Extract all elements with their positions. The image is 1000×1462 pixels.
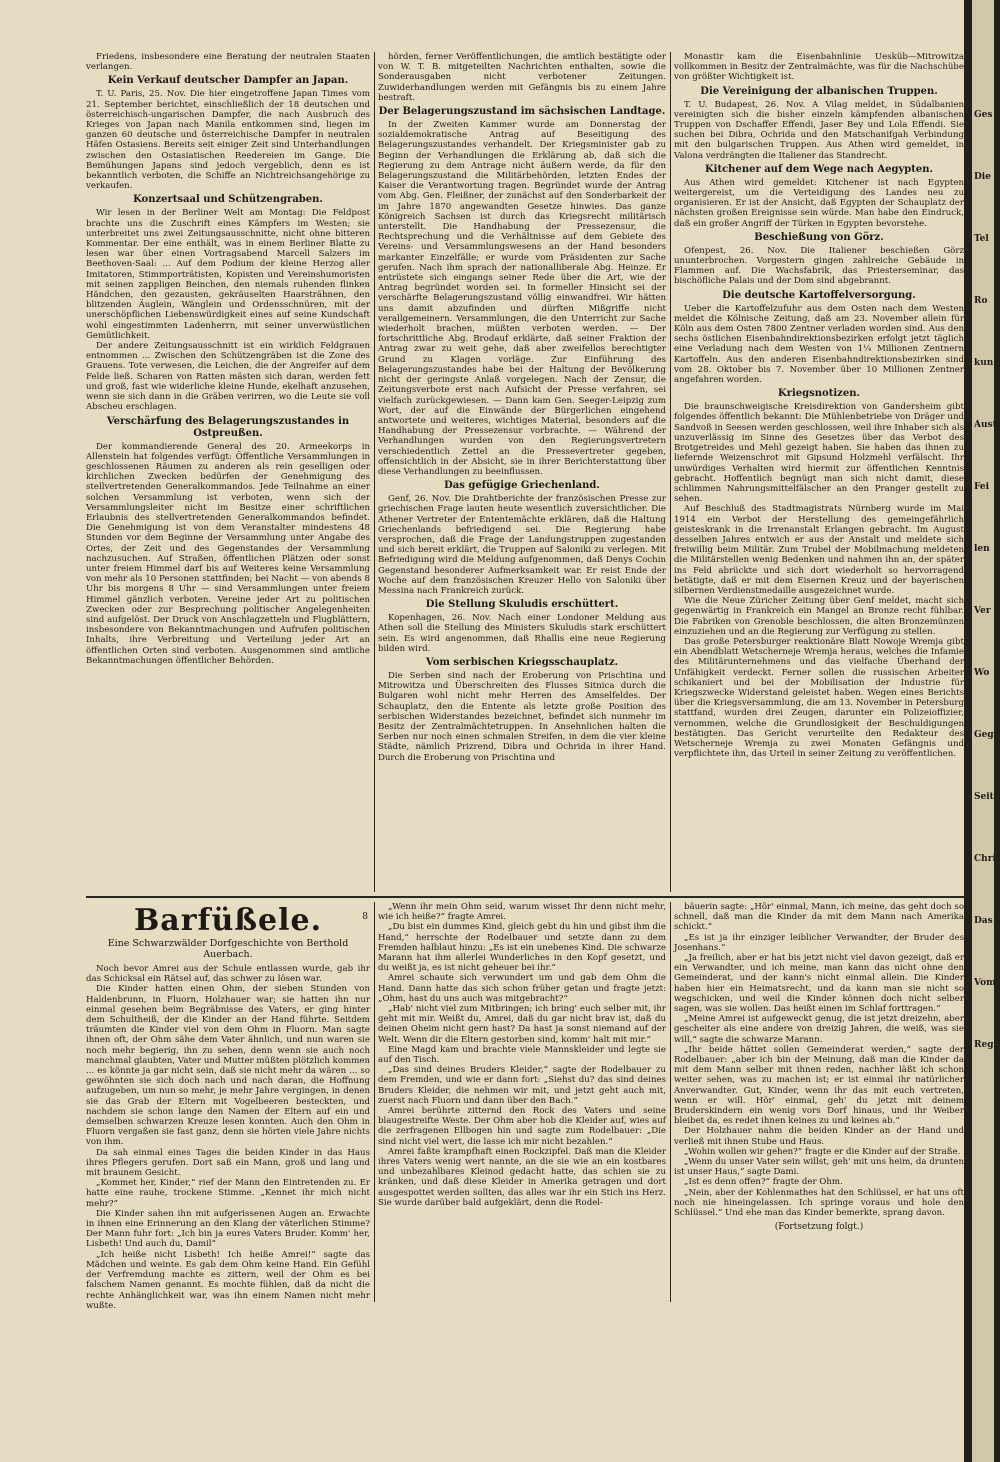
story-column-3 [674,902,964,1302]
column-rule [670,902,671,1302]
adjacent-page-fragment: len [974,544,990,554]
article-paragraph: Monastir kam die Eisenbahnlinie Uesküb—Mitrowitza vollkommen in Besitz der Zentralmächte, was für die Nachschübe von größter Wichtigkeit ist. [674,52,964,83]
adjacent-page-edge [972,0,997,1462]
adjacent-page-fragment: Chri [974,854,996,864]
article-headline: Kitchener auf dem Wege nach Aegypten. [704,163,934,175]
article-paragraph: Die Serben sind nach der Eroberung von Prischtina und Mitrowitza und Überschreiten des Flusses Sitnica durch die Bulgaren wohl nicht mehr Herren des Amselfeldes. Der Schauplatz, den die Entente als letzte große Position des serbischen Widerstandes bezeichnet, befindet sich nunmehr im Besitz der Zentralmächtetruppen. In Ansehnlichen halten die Serben nur noch einen schmalen Streifen, in dem die vier kleine Städte, nämlich Prizrend, Dibra und Ochrida in ihrer Hand. Durch die Eroberung von Prischtina und [378,670,666,763]
article-headline: Die Stellung Skuludis erschüttert. [425,599,619,611]
article-headline: Der Belagerungszustand im sächsischen Landtage. [378,106,666,118]
adjacent-page-fragment: Geg [974,730,994,740]
adjacent-page-fragment: Tel [974,234,989,244]
article-headline: Das gefügige Griechenland. [444,480,600,492]
article-paragraph: „Ich heiße nicht Lisbeth! Ich heiße Amrei!“ sagte das Mädchen und weinte. Es gab dem Ohm keine Hand. Ein Gefühl der Verfremdung machte es zittern, weil der Ohm es bei falschem Namen genannt. Es mochte fühlen, daß da nicht die rechte Anhänglichkeit war, was ihn einem Namen nicht mehr wußte. [86,1249,370,1311]
article-paragraph: „Meine Amrei ist aufgeweckt genug, die ist jetzt dreizehn, aber gescheiter als eine andere von dreizig Jahren, die weiß, was sie will,“ sagte die schwarze Marann. [674,1014,964,1045]
column-rule [374,52,375,892]
article-paragraph: Kopenhagen, 26. Nov. Nach einer Londoner Meldung aus Athen soll die Stellung des Ministers Skuludis stark erschüttert sein. Es wird angenommen, daß Rhallis eine neue Regierung bilden wird. [378,613,666,654]
article-paragraph: „Wenn du unser Vater sein willst, geh' mit uns heim, da drunten ist unser Haus,“ sagte Dami. [674,1157,964,1178]
article-paragraph: bäuerin sagte: „Hör' einmal, Mann, ich meine, das geht doch so schnell, daß man die Kinder da mit dem Mann nach Amerika schickt.“ [674,902,964,933]
adjacent-page-fragment: Das [974,916,993,926]
article-paragraph: Noch bevor Amrei aus der Schule entlassen wurde, gab ihr das Schicksal ein Rätsel auf, das schwer zu lösen war. [86,964,370,985]
article-paragraph: Der kommandierende General des 20. Armeekorps in Allenstein hat folgendes verfügt: Öffentliche Versammlungen in geschlossenen Räumen zu anderen als rein geselligen oder kirchlichen Zwecken bedürfen der Genehmigung des stellvertretenden Generalkommandos. Jede Teilnahme an einer solchen Versammlung ist verboten, wenn sich der Versammlungsleiter nicht im Besitze einer schriftlichen Erlaubnis des stellvertretenden Generalkommandos befindet. Die Genehmigung ist von dem Veranstalter mindestens 48 Stunden vor dem Beginne der Versammlung unter Angabe des Ortes, der Zeit und des Gegenstandes der Versammlung nachzusuchen. Auf Straßen, öffentlichen Plätzen oder sonst unter freiem Himmel darf bis auf Weiteres keine Versammlung von mehr als 10 Personen stattfinden; bei Nacht — von abends 8 Uhr bis morgens 8 Uhr — sind Versammlungen unter freiem Himmel gänzlich verboten. Vereine jeder Art zu politischen Zwecken oder zur Besprechung politischer Angelegenheiten sind aufgelöst. Der Druck von Anschlagzetteln und Flugblättern, insbesondere von Bekanntmachungen und Aufrufen politischen Inhalts, ihre Verbreitung und Verteilung jeder Art an öffentlichen Orten sind verboten. Ausgenommen sind amtliche Bekanntmachungen öffentlicher Behörden. [86,441,370,666]
article-paragraph: Die Kinder hatten einen Ohm, der sieben Stunden von Haldenbrunn, in Fluorn, Holzhauer war; sie hatten ihn nur einmal gesehen beim Begräbnisse des Vaters, er ging hinter dem Schultheiß, der die Kinder an der Hand führte. Seitdem träumten die Kinder viel von dem Ohm in Fluorn. Man sagte ihnen oft, der Ohm sähe dem Vater ähnlich, und nun waren sie noch mehr begierig, ihn zu sehen, denn wenn sie auch noch manchmal glaubten, Vater und Mutter müßten plötzlich kommen ... es könnte ja gar nicht sein, daß sie nicht mehr da wären ... so gewöhnten sie sich doch nach und nach daran, die Hoffnung aufzugeben, um nun so mehr, je mehr Jahre vergingen, in denen sie das Grab der Eltern mit Vogelbeeren besteckten, und nachdem sie schon lange den Namen der Eltern auf ein und demselben schwarzen Kreuze lesen konnten. Auch den Ohm in Fluorn vergaßen sie fast ganz, denn sie hörten viele Jahre nichts von ihm. [86,984,370,1148]
article-paragraph: Genf, 26. Nov. Die Drahtberichte der französischen Presse zur griechischen Frage lauten heute wesentlich zuversichtlicher. Die Athener Vertreter der Ententemächte erklären, daß die Haltung Griechenlands befriedigend sei. Die Regierung habe versprochen, daß die Frage der Landungstruppen zugestanden und sich bereit erklärt, die Truppen auf Saloniki zu verlegen. Mit Befriedigung wird die Meldung aufgenommen, daß Denys Cochin Gegenstand besonderer Aufmerksamkeit war. Er reist Ende der Woche auf dem französischen Kreuzer Hello von Saloniki über Messina nach Frankreich zurück. [378,494,666,596]
upper-column-2 [378,52,666,892]
article-headline: Verschärfung des Belagerungszustandes in Ostpreußen. [106,415,350,439]
article-paragraph: Ueber die Kartoffelzufuhr aus dem Osten nach dem Westen meldet die Kölnische Zeitung, daß am 23. November allein für Köln aus dem Osten 7800 Zentner verladen worden sind. Aus den sechs östlichen Eisenbahndirektionsbezirken erfolgt jetzt täglich eine Verladung nach dem Westen von 1¼ Millionen Zentnern Kartoffeln. Aus den anderen Eisenbahndirektionsbezirken sind vom 28. Oktober bis 7. November über 10 Millionen Zentner angefahren worden. [674,303,964,386]
adjacent-page-fragment: Vom [974,978,996,988]
adjacent-page-fragment: Fei [974,482,990,492]
article-paragraph: Der Holzhauer nahm die beiden Kinder an der Hand und verließ mit ihnen Stube und Haus. [674,1126,964,1147]
article-paragraph: Amrei faßte krampfhaft einen Rockzipfel. Daß man die Kleider ihres Vaters wenig wert nannte, an die sie wie an ein kostbares und unbezahlbares Kleinod gedacht hatte, das schien sie zu kränken, und daß diese Kleider in Amerika getragen und dort ausgespottet werden sollten, das alles war ihr ein Stich ins Herz. Sie wurde darüber bald aufgeklärt, denn die Rodel- [378,1146,666,1208]
adjacent-page-fragment: Die [974,172,991,182]
story-column-1 [86,902,370,1311]
article-paragraph: „Hab' nicht viel zum Mitbringen; ich bring' euch selber mit, ihr geht mit mir. Weißt du, Amrei, daß du gar nicht brav ist, daß du deinen Oheim nicht gern hast? Da hast ja sonst niemand auf der Welt. Wenn dir die Eltern gestorben sind, komm' halt mit mir.“ [378,1004,666,1045]
article-paragraph: „Ja freilich, aber er hat bis jetzt nicht viel davon gezeigt, daß er ein Verwandter, und ich meine, man kann das nicht ohne den Gemeinderat, und der kann's nicht einmal allein. Die Kinder haben hier ein Heimatsrecht, und da kann man sie nicht so wegschicken, und weil die Kinder können doch nicht selber sagen, was sie wollen. Das heißt einen im Schlaf forttragen.“ [674,953,964,1015]
article-paragraph: „Wohin wollen wir gehen?“ fragte er die Kinder auf der Straße. [684,1146,961,1157]
adjacent-page-fragment: Reg [974,1040,994,1050]
article-headline: Vom serbischen Kriegsschauplatz. [425,656,619,668]
column-rule [374,902,375,1302]
article-headline: Die Vereinigung der albanischen Truppen. [700,85,938,97]
continuation-note: (Fortsetzung folgt.) [774,1222,864,1233]
article-paragraph: Die braunschweigische Kreisdirektion von Gandersheim gibt folgendes öffentlich bekannt: Die Mühlenbetriebe von Dräger und Sandvoß in Seesen werden geschlossen, weil ihre Inhaber sich als unzuverlässig im Sinne des Gesetzes über das Verbot des Brotgetreides und Mehl gezeigt haben. Sie haben das ihnen zu liefernde Weizenschrot mit Gipsund Holzmehl verfälscht. Ihr unwürdiges Verhalten wird hiermit zur öffentlichen Kenntnis gebracht. Hoffentlich begnügt man sich nicht damit, diese schlimmen Nahrungsmittelfälscher an den Pranger gestellt zu sehen. [674,402,964,505]
article-paragraph: „Es ist ja ihr einziger leiblicher Verwandter, der Bruder des Josenhans.“ [674,932,964,953]
article-paragraph: T. U. Paris, 25. Nov. Die hier eingetroffene Japan Times vom 21. September berichtet, einschließlich der 18 deutschen und österreichisch-ungarischen Dampfer, die nach Ausbruch des Krieges von Japan nach Manila entkommen sind, liegen im ganzen 60 deutsche und österreichische Dampfer in neutralen Häfen Ostasiens. Bereits seit einiger Zeit sind Unterhandlungen zwischen den Ostasiatischen Reedereien im Gange. Die Bemühungen Japans sind jedoch vergeblich, denn es ist bekanntlich verboten, die Schiffe an Nichtreichsangehörige zu verkaufen. [86,89,370,192]
article-paragraph: Amrei berührte zitternd den Rock des Vaters und seine blaugestreifte Weste. Der Ohm aber hob die Kleider auf, wies auf die zerfragenen Ellbogen hin und sagte zum Rodelbauer: „Die sind nicht viel wert, die lasse ich mir nicht bezahlen.“ [378,1106,666,1147]
adjacent-page-fragment: Ro [974,296,988,306]
article-paragraph: Amrei schaute sich verwundert um und gab dem Ohm die Hand. Dann hatte das sich schon früher getan und fragte jetzt: „Ohm, hast du uns auch was mitgebracht?“ [378,973,666,1004]
article-paragraph: Wir lesen in der Berliner Welt am Montag: Die Feldpost brachte uns die Zuschrift eines Kämpfers im Westen; sie unterbreitet uns zwei Zeitungsausschnitte, nicht ohne bitteren Kommentar. Der eine enthält, was in einem Berliner Blatte zu lesen war über einen Vortragsabend Marcell Salzers im Beethoven-Saal: ... Auf dem Podium der kleine Herzog aller Imitatoren, Stimmporträtisten, Kopisten und Vereinshumoristen mit seinen zappligen Beinchen, den niemals ruhenden flinken Händchen, den gezausten, gekräuselten Haarsträhnen, den blitzenden Äuglein, Wänglein und Ordensschnüren, mit der unerschöpflichen Liebenswürdigkeit eines auf seine Kundschaft wohl eingestimmten Ladenherrn, mit seiner unverwüstlichen Gemütlichkeit. [86,208,370,341]
article-paragraph: Da sah einmal eines Tages die beiden Kinder in das Haus ihres Pflegers gerufen. Dort saß ein Mann, groß und lang und mit braunem Gesicht. [86,1147,370,1179]
article-paragraph: Ofenpest, 26. Nov. Die Italiener beschießen Görz ununterbrochen. Vorgestern gingen zahlreiche Gebäude in Flammen auf. Die Wachsfabrik, das Priesterseminar, das bischöfliche Palais und der Dom sind abgebrannt. [674,245,964,287]
section-divider [86,896,964,898]
article-paragraph: „Nein, aber der Kohlenmathes hat den Schlüssel, er hat uns oft noch nie hineingelassen. Ich springe voraus und hole den Schlüssel.“ Und ehe man das Kinder bemerkte, sprang davon. [674,1187,964,1219]
article-paragraph: „Ist es denn offen?“ fragte der Ohm. [684,1177,843,1188]
adjacent-page-fragment: Ges [974,110,993,120]
article-paragraph: „Das sind deines Bruders Kleider,“ sagte der Rodelbauer zu dem Fremden, und wie er dann fort: „Siehst du? das sind deines Bruders Kleider, die nehmen wir mit, und jetzt geht auch mit, zuerst nach Fluorn und dann über den Bach.“ [378,1065,666,1106]
article-paragraph: Die Kinder sahen ihn mit aufgerissenen Augen an. Erwachte in ihnen eine Erinnerung an den Klang der väterlichen Stimme? Der Mann fuhr fort: „Ich bin ja eures Vaters Bruder. Komm' her, Lisbeth! Und auch du, Damil“ [86,1208,370,1250]
article-headline: Beschießung von Görz. [754,231,884,243]
article-paragraph: Friedens, insbesondere eine Beratung der neutralen Staaten verlangen. [86,52,370,73]
adjacent-page-fragment: Aust [974,420,997,430]
article-paragraph: In der Zweiten Kammer wurde am Donnerstag der sozialdemokratische Antrag auf Beseitigung des Belagerungszustandes verhandelt. Der Kriegsminister gab zu Beginn der Verhandlungen die Erklärung ab, daß sich die Regierung zu dem Antrage nicht äußern werde, da für den Belagerungszustand die Militärbehörden, letzten Endes der Kaiser die Verantwortung tragen. Begründet wurde der Antrag vom Abg. Gen. Fleißner, der zunächst auf den Sonderbarkeit der im Jahre 1870 angewandten Gesetze hinwies. Das ganze Königreich Sachsen ist durch das Kriegsrecht militärisch unterstellt. Die Handhabung der Pressezensur, die Rechtsprechung und die Verhältnisse auf dem Gebiete des Vereins- und Versammlungswesens an der Hand besonders markanter Einzelfälle; er wurde vom Präsidenten zur Sache gerufen. Nach ihm sprach der nationalliberale Abg. Heinze. Er entrüstete sich eingangs seiner Rede über die Art, wie der Antrag begründet worden sei. In formeller Hinsicht sei der verschärfte Belagerungszustand völlig einwandfrei. Wir hätten uns damit abzufinden und dürften Mißgriffe nicht verallgemeinern. Versammlungen, die den Unterricht zur Sache wiederholt brachen, müßten verboten werden. — Der fortschrittliche Abg. Brodauf erklärte, daß seiner Fraktion der Antrag zwar zu weit gehe, daß aber zweifellos berechtigter Grund zu Klagen vorläge. Zur Einführung des Belagerungszustandes habe bei der Haltung der Bevölkerung nicht der geringste Anlaß vorgelegen. Nach der Zensur, die Zeitungsverbote erst nach Aufsicht der Presse verfahren, sei vielfach zurückgewiesen. — Dann kam Gen. Seeger-Leipzig zum Wort, der auf die Einwände der Bürgerlichen eingehend antwortete und weiteres, wichtiges Material, besonders auf die Handhabung der Pressezensur vorbrachte. — Während der Verhandlungen wurden von den Regierungsvertretern verschiedentlich Zettel an die Pressevertreter gegeben, offensichtlich in der Absicht, sie in ihrer Berichterstattung über diese Verhandlungen zu beeinflussen. [378,120,666,477]
article-headline: Kein Verkauf deutscher Dampfer an Japan. [107,75,349,87]
article-paragraph: Das große Petersburger reaktionäre Blatt Nowoje Wremja gibt ein Abendblatt Wetscherneje Wremja heraus, welches die Infamie des Militärunternehmens und das vielfache Überhand der Unfähigkeit verdeckt. Ferner sollen die russischen Arbeiter schikaniert und bei der Mobilisation der Industrie für Kriegszwecke Widerstand geleistet haben. Wegen eines Berichts über die Kriegsversammlung, die am 13. November in Petersburg stattfand, wurden drei Zeugen, darunter ein Polizeioffizier, vernommen, welche die Grundlosigkeit der Beschuldigungen bestätigten. Das Gericht verurteilte den Redakteur des Wetscherneje Wremja zu zwei Monaten Gefängnis und verpflichtete ihn, das Urteil in seiner Zeitung zu veröffentlichen. [674,636,964,760]
article-paragraph: Auf Beschluß des Stadtmagistrats Nürnberg wurde im Mai 1914 ein Verbot der Herstellung des gemeingefährlich geisteskrank in die Irrenanstalt Erlangen gebracht. Im August desselben Jahres entwich er aus der Anstalt und meldete sich freiwillig beim Militär. Zum Trubel der Mobilmachung meldeten die Militärstellen wenig Bedenken und nahmen ihn an, der später ins Feld abrückte und sich dort wiederholt so hervorragend betätigte, daß er mit dem Eisernen Kreuz und der bayerischen silbernen Verdienstmedaille ausgezeichnet wurde. [674,504,964,596]
article-paragraph: „Kommet her, Kinder,“ rief der Mann den Eintretenden zu. Er hatte eine rauhe, trockene Stimme. „Kennet ihr mich nicht mehr?“ [86,1178,370,1209]
article-paragraph: Wie die Neue Züricher Zeitung über Genf meldet, macht sich gegenwärtig in Frankreich ein Mangel an Bronze recht fühlbar. Die Fabriken von Grenoble beschlossen, die alten Bronzemünzen einzuziehen und an die Regierung zur Verfügung zu stellen. [674,596,964,637]
adjacent-page-fragment: Seit [974,792,994,802]
article-paragraph: Eine Magd kam und brachte viele Mannskleider und legte sie auf den Tisch. [378,1044,666,1066]
article-headline: Die deutsche Kartoffelversorgung. [722,289,916,301]
article-paragraph: hörden, ferner Veröffentlichungen, die amtlich bestätigte oder von W. T. B. mitgeteilten Nachrichten enthalten, sowie die Sonderausgaben nicht verbotener Zeitungen. Zuwiderhandlungen werden mit Gefängnis bis zu einem Jahre bestraft. [378,52,666,103]
adjacent-page-fragment: kun [974,358,994,368]
article-headline: Kriegsnotizen. [778,388,860,400]
article-paragraph: „Wenn ihr mein Ohm seid, warum wisset Ihr denn nicht mehr, wie ich heiße?“ fragte Amrei. [378,902,666,923]
story-title: Barfüßele. [133,903,323,938]
story-subtitle: Eine Schwarzwälder Dorfgeschichte von Berthold Auerbach. [107,938,349,960]
story-column-2 [378,902,666,1302]
article-paragraph: Der andere Zeitungsausschnitt ist ein wirklich Feldgrauen entnommen ... Zwischen den Schützengräben ist die Zone des Grauens. Tote verwesen, die Leichen, die der Angreifer auf dem Felde ließ. Scharen von Ratten mästen sich daran, werden fett und groß, fast wie widerliche kleine Hunde, ekelhaft anzusehen, wenn sie sich dann in die Gräben verirren, wo die Leute sie voll Abscheu erschlagen. [86,341,370,413]
upper-column-3 [674,52,964,892]
upper-column-1 [86,52,370,892]
article-headline: Konzertsaal und Schützengraben. [133,194,323,206]
article-paragraph: „Ihr beide hättet sollen Gemeinderat werden,“ sagte der Rodelbauer: „aber ich bin der Meinung, daß man die Kinder da mit dem Mann selber mit ihnen reden, nachher läßt ich schon weiter sehen, was zu machen ist; er ist einmal ihr natürlicher Anverwandter. Gut, Kinder, wenn ihr das mit euch vertreten, wenn er will. Hör' einmal, geh' du jetzt mit deinem Bruderskindern ein wenig vors Dorf hinaus, und ihr Weiber bleibet da, es redet ihnen keines zu und keines ab.“ [674,1044,964,1127]
article-paragraph: „Du bist ein dummes Kind, gleich gebt du hin und gibst ihm die Hand,“ herrschte der Rodelbauer und setzte dann zu dem Fremden halblaut hinzu: „Es ist ein unebenes Kind. Die schwarze Marann hat ihm allerlei Wunderliches in den Kopf gesetzt, und du weißt ja, es ist nicht geheuer bei ihr.“ [378,922,666,974]
story-part-number: 8 [362,912,368,922]
article-paragraph: T. U. Budapest, 26. Nov. A Vilag meldet, in Südalbanien vereinigten sich die bisher einzeln kämpfenden albanischen Truppen von Dschaffer Effendi, Jaser Bey und Lola Effendi. Sie suchen bei Dibra, Ochrida und den Matschanifgah Verbindung mit den bulgarischen Truppen. Aus Athen wird gemeldet, in Valona verdrängten die Italiener das Standrecht. [674,99,964,161]
adjacent-page-fragment: Wo [974,668,990,678]
article-paragraph: Aus Athen wird gemeldet: Kitchener ist nach Egypten weitergereist, um die Verteidigung des Landes neu zu organisieren. Er ist der Ansicht, daß Egypten der Schauplatz der nächsten großen Ereignisse sein würde. Man habe den Eindruck, daß ein großer Angriff der Türken in Egypten bevorstehe. [674,177,964,229]
column-rule [670,52,671,892]
adjacent-page-fragment: Ver [974,606,991,616]
